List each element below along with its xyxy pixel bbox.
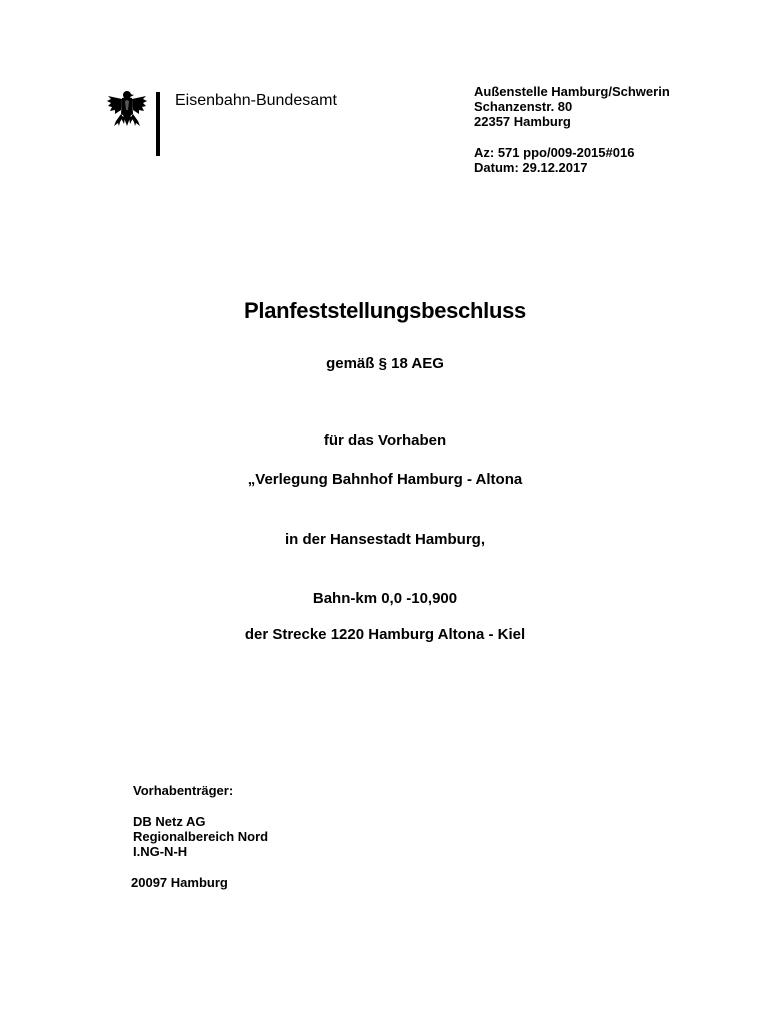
office-street: Schanzenstr. 80 — [474, 99, 573, 114]
office-name: Außenstelle Hamburg/Schwerin — [474, 84, 670, 99]
project-intro: für das Vorhaben — [323, 432, 447, 449]
sponsor-unit: I.NG-N-H — [133, 844, 188, 859]
sponsor-division: Regionalbereich Nord — [133, 829, 269, 844]
federal-eagle-icon — [106, 88, 148, 132]
document-date: Datum: 29.12.2017 — [474, 160, 588, 175]
project-location: in der Hansestadt Hamburg, — [284, 531, 486, 548]
railway-kilometers: Bahn-km 0,0 -10,900 — [312, 590, 458, 607]
railway-route: der Strecke 1220 Hamburg Altona - Kiel — [244, 626, 526, 643]
sponsor-label: Vorhabenträger: — [133, 783, 234, 798]
reference-number: Az: 571 ppo/009-2015#016 — [474, 145, 635, 160]
document-title: Planfeststellungsbeschluss — [244, 298, 526, 323]
agency-name: Eisenbahn-Bundesamt — [175, 92, 337, 109]
office-address-block — [474, 84, 670, 175]
legal-basis: gemäß § 18 AEG — [326, 355, 444, 372]
project-name: „Verlegung Bahnhof Hamburg - Altona — [247, 471, 523, 488]
office-city: 22357 Hamburg — [474, 114, 571, 129]
sponsor-city: 20097 Hamburg — [131, 875, 228, 890]
sponsor-company: DB Netz AG — [133, 814, 206, 829]
letterhead-divider — [156, 92, 160, 156]
